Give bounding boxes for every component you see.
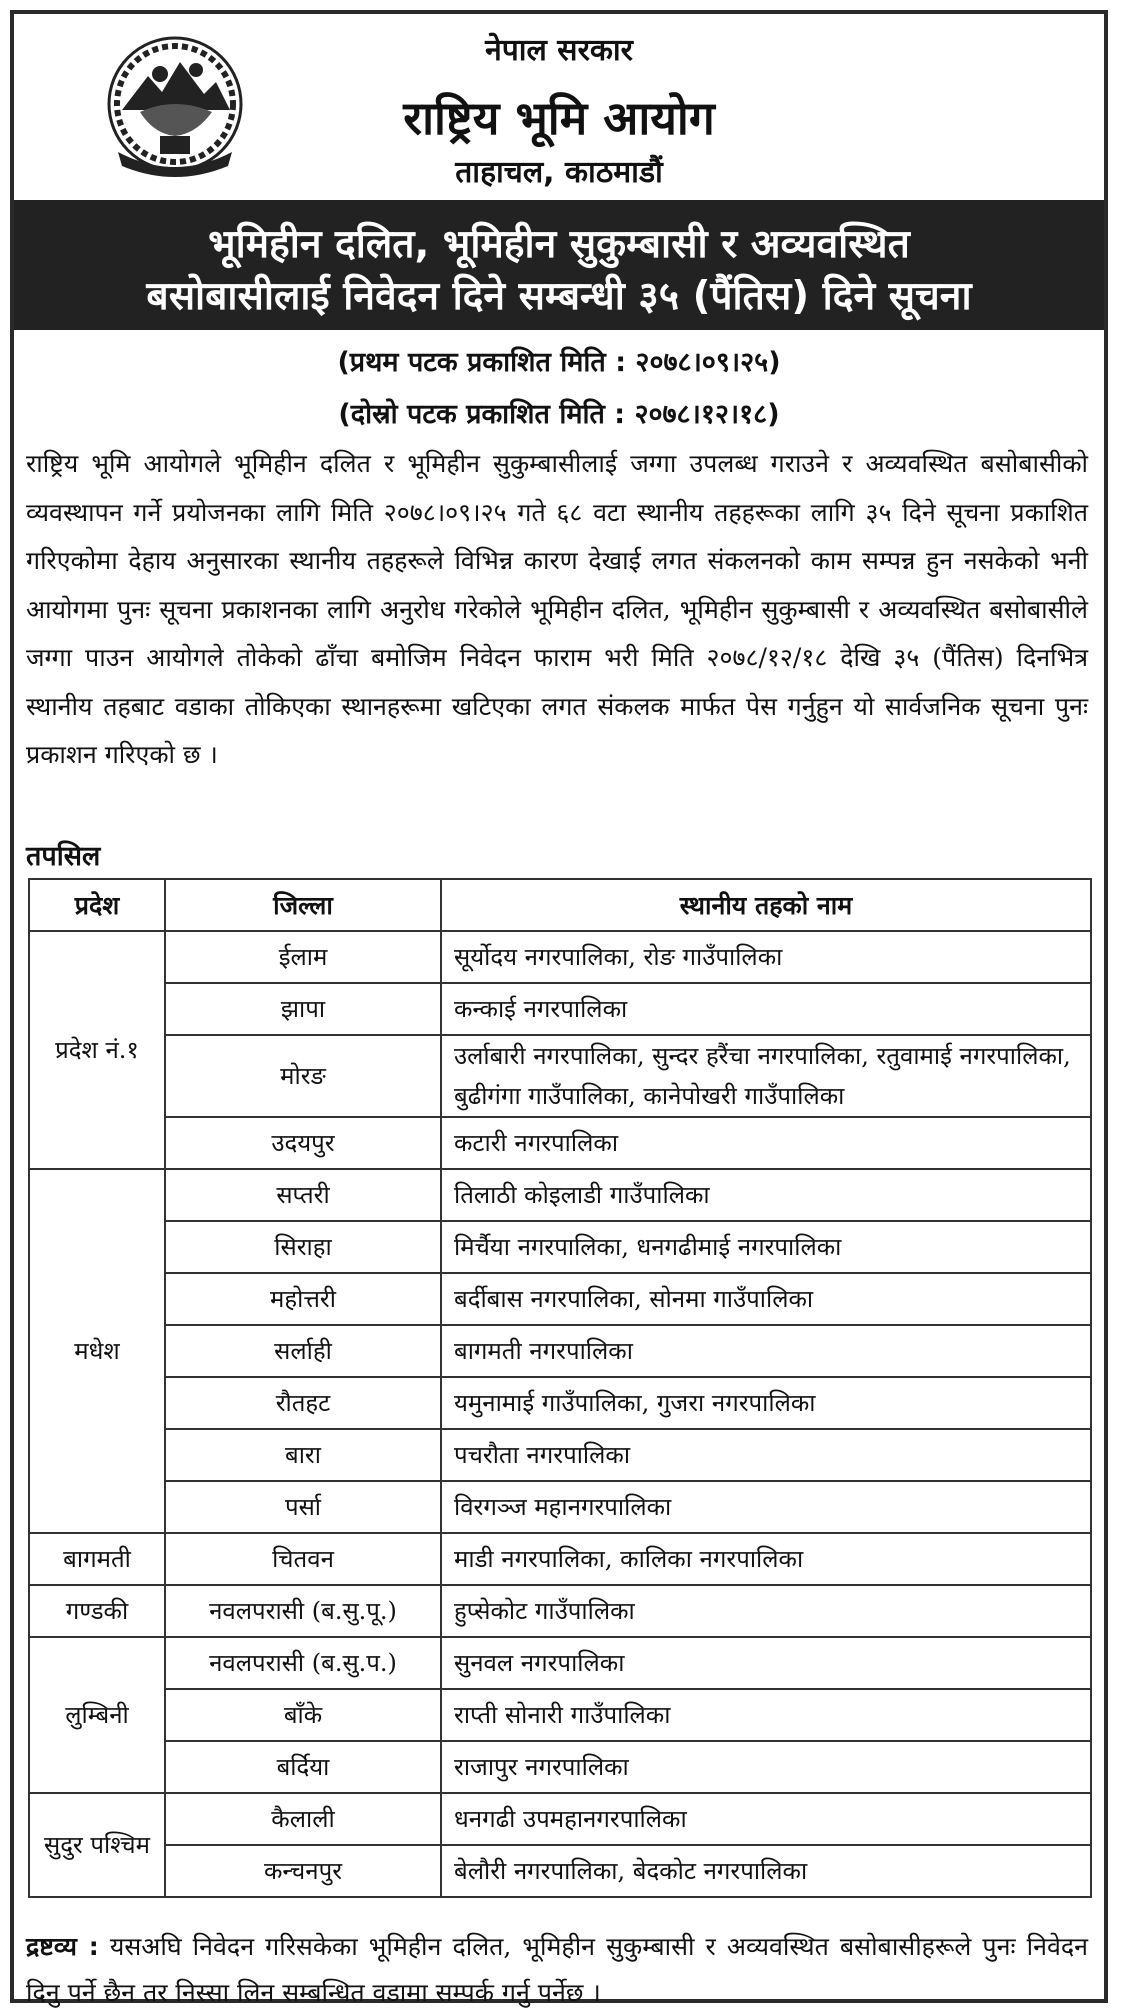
local-level-cell: बागमती नगरपालिका [441, 1325, 1091, 1377]
table-row [29, 1689, 1091, 1741]
district-cell: सर्लाही [165, 1325, 441, 1377]
district-cell: नवलपरासी (ब.सु.प.) [165, 1637, 441, 1689]
district-cell: उदयपुर [165, 1117, 441, 1169]
local-level-cell: हुप्सेकोट गाउँपालिका [441, 1585, 1091, 1637]
district-cell: मोरङ [165, 1035, 441, 1117]
district-cell: चितवन [165, 1533, 441, 1585]
province-cell: प्रदेश नं.१ [29, 931, 165, 1169]
province-cell: सुदुर पश्चिम [29, 1793, 165, 1897]
district-cell: ईलाम [165, 931, 441, 983]
table-row [29, 1533, 1091, 1585]
district-cell: पर्सा [165, 1481, 441, 1533]
table-row [29, 1273, 1091, 1325]
table-row [29, 1035, 1091, 1117]
notice-title-line-1: भूमिहीन दलित, भूमिहीन सुकुम्बासी र अव्यवस्थित [208, 222, 910, 267]
header-district: जिल्ला [165, 879, 441, 931]
header [14, 14, 1104, 198]
province-cell: गण्डकी [29, 1585, 165, 1637]
district-cell: कैलाली [165, 1793, 441, 1845]
table-row [29, 1793, 1091, 1845]
note-label: द्रष्टव्य : [26, 1932, 99, 1961]
district-cell: सप्तरी [165, 1169, 441, 1221]
local-levels-table [28, 878, 1092, 1898]
note [26, 1924, 1088, 2016]
table-row [29, 1741, 1091, 1793]
notice-title-banner [14, 200, 1104, 330]
local-level-cell: कटारी नगरपालिका [441, 1117, 1091, 1169]
table-header-row [29, 879, 1091, 931]
local-level-cell: तिलाठी कोइलाडी गाउँपालिका [441, 1169, 1091, 1221]
local-level-cell: उर्लाबारी नगरपालिका, सुन्दर हरैंचा नगरपालिका, रतुवामाई नगरपालिका, बुढीगंगा गाउँपालिका, कानेपोखरी गाउँपालिका [441, 1035, 1091, 1117]
notice-title-line-2: बसोबासीलाई निवेदन दिने सम्बन्धी ३५ (पैंतिस) दिने सूचना [146, 274, 972, 319]
local-level-cell: सूर्योदय नगरपालिका, रोङ गाउँपालिका [441, 931, 1091, 983]
district-cell: बर्दिया [165, 1741, 441, 1793]
header-local-level: स्थानीय तहको नाम [441, 879, 1091, 931]
details-heading: तपसिल [26, 841, 101, 872]
local-level-cell: यमुनामाई गाउँपालिका, गुजरा नगरपालिका [441, 1377, 1091, 1429]
local-level-cell: पचरौता नगरपालिका [441, 1429, 1091, 1481]
local-level-cell: बर्दीबास नगरपालिका, सोनमा गाउँपालिका [441, 1273, 1091, 1325]
header-province: प्रदेश [29, 879, 165, 931]
province-cell: बागमती [29, 1533, 165, 1585]
local-level-cell: सुनवल नगरपालिका [441, 1637, 1091, 1689]
local-level-cell: कन्काई नगरपालिका [441, 983, 1091, 1035]
table-row [29, 1377, 1091, 1429]
table-row [29, 1429, 1091, 1481]
government-title: नेपाल सरकार [485, 33, 633, 68]
table-row [29, 983, 1091, 1035]
district-cell: महोत्तरी [165, 1273, 441, 1325]
local-level-cell: राजापुर नगरपालिका [441, 1741, 1091, 1793]
local-level-cell: मिर्चैया नगरपालिका, धनगढीमाई नगरपालिका [441, 1221, 1091, 1273]
table-row [29, 1637, 1091, 1689]
table-row [29, 1325, 1091, 1377]
first-publication-date: (प्रथम पटक प्रकाशित मिति : २०७८।०९।२५) [337, 347, 781, 378]
local-level-cell: विरगञ्ज महानगरपालिका [441, 1481, 1091, 1533]
district-cell: बारा [165, 1429, 441, 1481]
local-level-cell: माडी नगरपालिका, कालिका नगरपालिका [441, 1533, 1091, 1585]
notice-frame [10, 10, 1108, 2007]
district-cell: झापा [165, 983, 441, 1035]
local-level-cell: राप्ती सोनारी गाउँपालिका [441, 1689, 1091, 1741]
table-row [29, 1169, 1091, 1221]
table-row [29, 1585, 1091, 1637]
province-cell: मधेश [29, 1169, 165, 1533]
organization-location: ताहाचल, काठमाडौं [455, 155, 663, 190]
district-cell: सिराहा [165, 1221, 441, 1273]
table-row [29, 1221, 1091, 1273]
local-level-cell: बेलौरी नगरपालिका, बेदकोट नगरपालिका [441, 1845, 1091, 1897]
table-row [29, 1481, 1091, 1533]
local-level-cell: धनगढी उपमहानगरपालिका [441, 1793, 1091, 1845]
table-row [29, 1845, 1091, 1897]
note-text: यसअघि निवेदन गरिसकेका भूमिहीन दलित, भूमिहीन सुकुम्बासी र अव्यवस्थित बसोबासीहरूले पुनः निवेदन दिनु पर्ने छैन तर निस्सा लिन सम्बन्धित वडामा सम्पर्क गर्नु पर्नेछ । [26, 1932, 1088, 2007]
table-body [29, 931, 1091, 1897]
organization-title: राष्ट्रिय भूमि आयोग [403, 91, 715, 145]
table-row [29, 1117, 1091, 1169]
district-cell: रौतहट [165, 1377, 441, 1429]
second-publication-date: (दोस्रो पटक प्रकाशित मिति : २०७८।१२।१८) [338, 399, 780, 430]
district-cell: कन्चनपुर [165, 1845, 441, 1897]
province-cell: लुम्बिनी [29, 1637, 165, 1793]
district-cell: बाँके [165, 1689, 441, 1741]
notice-body-paragraph: राष्ट्रिय भूमि आयोगले भूमिहीन दलित र भूमिहीन सुकुम्बासीलाई जग्गा उपलब्ध गराउने र अव्यवस्थित बसोबासीको व्यवस्थापन गर्ने प्रयोजनका लागि मिति २०७८।०९।२५ गते ६८ वटा स्थानीय तहहरूका लागि ३५ दिने सूचना प्रकाशित गरिएकोमा देहाय अनुसारका स्थानीय तहहरूले विभिन्न कारण देखाई लगत संकलनको काम सम्पन्न हुन नसकेको भनी आयोगमा पुनः सूचना प्रकाशनका लागि अनुरोध गरेकोले भूमिहीन दलित, भूमिहीन सुकुम्बासी र अव्यवस्थित बसोबासीले जग्गा पाउन आयोगले तोकेको ढाँचा बमोजिम निवेदन फाराम भरी मिति २०७८/१२/१८ देखि ३५ (पैंतिस) दिनभित्र स्थानीय तहबाट वडाका तोकिएका स्थानहरूमा खटिएका लगत संकलक मार्फत पेस गर्नुहुन यो सार्वजनिक सूचना पुनः प्रकाशन गरिएको छ । [26, 449, 1088, 769]
district-cell: नवलपरासी (ब.सु.पू.) [165, 1585, 441, 1637]
table-row [29, 931, 1091, 983]
